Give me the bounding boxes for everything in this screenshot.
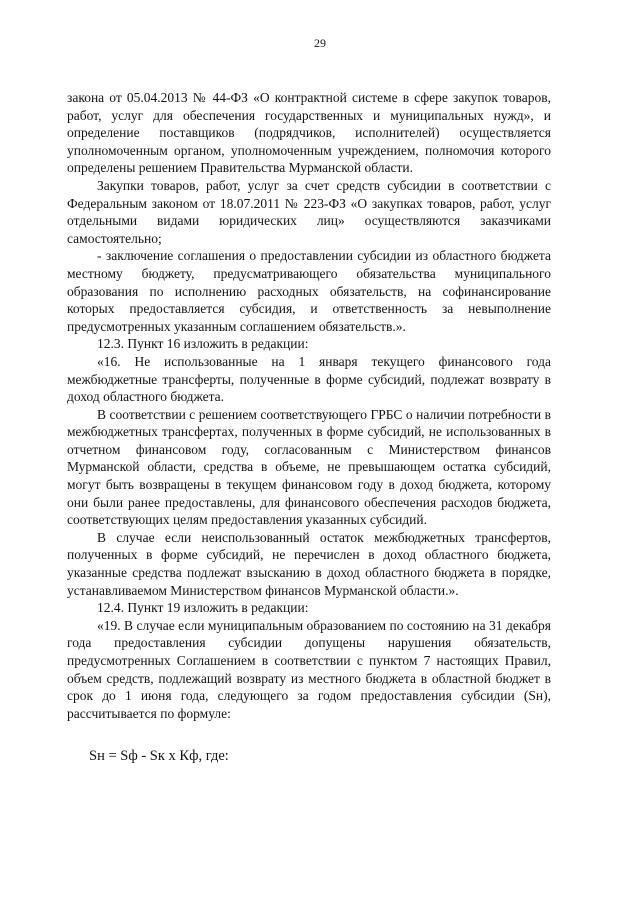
- paragraph-unused-balance: В случае если неиспользованный остаток межбюджетных трансфертов, полученных в форме субсидий, не перечислен в доход областного бюджета, указанные средства подлежат взысканию в доход областного бюджета в порядке, устанавливаемом Министерством финансов Мурманской области.».: [67, 529, 551, 598]
- paragraph-agreement-conclusion: - заключение соглашения о предоставлении субсидии из областного бюджета местному бюджету, предусматривающего обязательства муниципального образования по исполнению расходных обязательств, на софинансирование которых предоставляется субсидия, и ответственность за невыполнение предусмотренных указанным соглашением обязательств.».: [67, 248, 551, 334]
- paragraph-point-19: «19. В случае если муниципальным образованием по состоянию на 31 декабря года предоставления субсидии допущены нарушения обязательств, предусмотренных Соглашением в соответствии с пунктом 7 настоящих Правил, объем средств, подлежащий возврату из местного бюджета в областной бюджет в срок до 1 июня года, следующего за годом предоставления субсидии (Sн), рассчитывается по формуле:: [67, 617, 551, 721]
- paragraph-continuation: закона от 05.04.2013 № 44-ФЗ «О контрактной системе в сфере закупок товаров, работ, услуг для обеспечения государственных и муниципальных нужд», и определение поставщиков (подрядчиков, исполнителей) осуществляется уполномоченным органом, уполномоченным учреждением, полномочия которого определены решением Правительства Мурманской области.: [67, 90, 551, 176]
- paragraph-item-12-4: 12.4. Пункт 19 изложить в редакции:: [97, 600, 309, 616]
- paragraph-item-12-3: 12.3. Пункт 16 изложить в редакции:: [97, 336, 309, 352]
- page-number: 29: [314, 36, 326, 50]
- paragraph-procurement-223fz: Закупки товаров, работ, услуг за счет средств субсидии в соответствии с Федеральным законом от 18.07.2011 № 223-ФЗ «О закупках товаров, работ, услуг отдельными видами юридических лиц» осуществляются заказчиками самостоятельно;: [67, 177, 551, 246]
- paragraph-grbs-decision: В соответствии с решением соответствующего ГРБС о наличии потребности в межбюджетных трансфертах, полученных в форме субсидий, не использованных в отчетном финансовом году, согласованным с Министерством финансов Мурманской области, средства в объеме, не превышающем остатка субсидий, могут быть возвращены в текущем финансовом году в доход бюджета, которому они были ранее предоставлены, для финансового обеспечения расходов бюджета, соответствующих целям предоставления указанных субсидий.: [67, 406, 551, 528]
- formula: Sн = Sф - Sк х Кф, где:: [89, 748, 229, 765]
- paragraph-point-16: «16. Не использованные на 1 января текущего финансового года межбюджетные трансферты, полученные в форме субсидий, подлежат возврату в доход областного бюджета.: [67, 353, 551, 405]
- page-body: [67, 89, 551, 766]
